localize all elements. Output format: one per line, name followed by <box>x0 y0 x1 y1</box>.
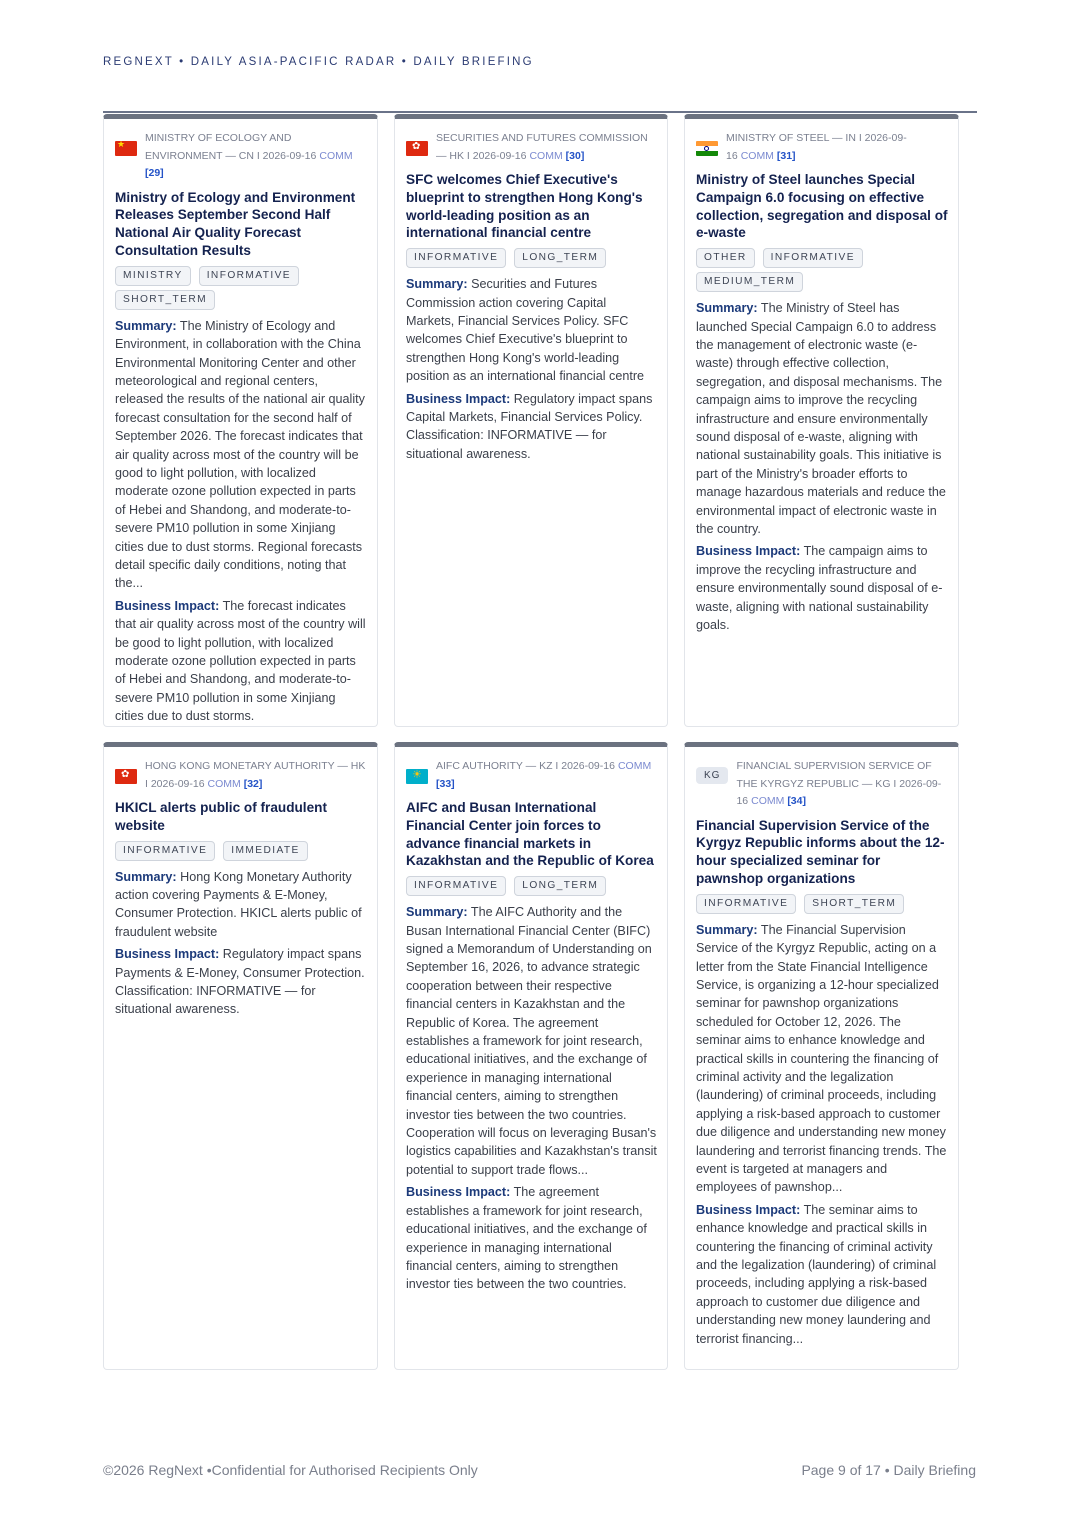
impact-label: Business Impact: <box>406 391 511 406</box>
impact-label: Business Impact: <box>115 947 220 962</box>
summary <box>696 299 948 538</box>
impact-text: Regulatory impact spans Payments & E-Money, Consumer Protection. Classification: INFORMATIVE — for situational awareness. <box>115 947 365 1017</box>
hk-flag-icon <box>115 769 137 784</box>
briefing-card <box>103 114 378 727</box>
comm-label: COMM <box>617 760 652 772</box>
summary-label: Summary: <box>696 922 758 937</box>
impact-text: The forecast indicates that air quality across most of the country will be good to light pollution, with localized moderate ozone pollution expected in parts of Hebei and Shandong, and moderate-to-severe PM10 pollution in some Xinjiang cities due to dust storms. <box>115 598 366 724</box>
impact-label: Business Impact: <box>696 1202 801 1217</box>
business-impact <box>406 390 657 464</box>
tag-badge: LONG_TERM <box>514 876 606 896</box>
country-code-badge: KG <box>696 767 728 784</box>
briefing-card <box>394 742 668 1370</box>
summary-text: The Ministry of Steel has launched Special Campaign 6.0 to address the management of electronic waste (e-waste) through effective collection, segregation, and disposal mechanisms. The campaign aims to improve the recycling infrastructure and ensure environmentally sound disposal of e-waste, aligning with national sustainability goals. This initiative is part of the Ministry's broader efforts to manage hazardous materials and reduce the environmental impact of electronic waste in the country. <box>696 301 946 537</box>
briefing-card <box>684 742 959 1370</box>
briefing-card <box>103 742 378 1370</box>
reference-link[interactable]: [33] <box>436 777 455 790</box>
card-meta <box>115 758 367 793</box>
impact-text: The campaign aims to improve the recycling infrastructure and ensure environmentally sound disposal of e-waste, aligning with national sustainability goals. <box>696 544 943 633</box>
tag-badge: SHORT_TERM <box>804 894 904 914</box>
business-impact <box>696 1201 948 1348</box>
comm-label: COMM <box>529 149 563 162</box>
tag-badge: SHORT_TERM <box>115 290 215 310</box>
source-line: MINISTRY OF STEEL — IN I 2026-09-16 <box>726 132 907 162</box>
tag-badge: INFORMATIVE <box>696 894 796 914</box>
tag-list <box>406 248 657 268</box>
tag-badge: INFORMATIVE <box>199 266 299 286</box>
impact-label: Business Impact: <box>406 1185 511 1200</box>
summary-label: Summary: <box>406 905 468 920</box>
card-title: HKICL alerts public of fraudulent website <box>115 800 327 833</box>
source-line: AIFC AUTHORITY — KZ I 2026-09-16 <box>436 760 615 772</box>
tag-list <box>696 248 948 292</box>
summary-text: Hong Kong Monetary Authority action covering Payments & E-Money, Consumer Protection. HKICL alerts public of fraudulent website <box>115 869 362 939</box>
tag-badge: INFORMATIVE <box>406 248 506 268</box>
summary <box>696 921 948 1197</box>
in-flag-icon <box>696 141 718 156</box>
footer-right: Page 9 of 17 • Daily Briefing <box>801 1462 976 1478</box>
source-line: SECURITIES AND FUTURES COMMISSION — HK I 2026-09-16 <box>436 132 648 162</box>
card-meta <box>696 758 948 811</box>
summary <box>406 903 657 1179</box>
briefing-card <box>684 114 959 727</box>
card-title: SFC welcomes Chief Executive's blueprint to strengthen Hong Kong's world-leading position as an international financial centre <box>406 172 643 241</box>
tag-badge: OTHER <box>696 248 755 268</box>
source-line: MINISTRY OF ECOLOGY AND ENVIRONMENT — CN I 2026-09-16 <box>145 132 317 162</box>
reference-link[interactable]: [29] <box>145 167 164 179</box>
summary <box>115 317 367 593</box>
kz-flag-icon <box>406 769 428 784</box>
reference-link[interactable]: [32] <box>243 777 263 790</box>
comm-label: COMM <box>319 149 353 162</box>
impact-text: Regulatory impact spans Capital Markets, Financial Services Policy. Classification: INFORMATIVE — for situational awareness. <box>406 391 653 461</box>
source-line: HONG KONG MONETARY AUTHORITY — HK I 2026-09-16 <box>145 760 366 790</box>
comm-label: COMM <box>207 777 241 790</box>
summary-text: Securities and Futures Commission action covering Capital Markets, Financial Services Policy. SFC welcomes Chief Executive's blueprint to strengthen Hong Kong's world-leading position as an international financial centre <box>406 277 645 384</box>
tag-badge: MEDIUM_TERM <box>696 272 803 292</box>
business-impact <box>115 597 367 726</box>
business-impact <box>696 542 948 634</box>
tag-list <box>406 876 657 896</box>
impact-text: The seminar aims to enhance knowledge and practical skills in countering the financing of criminal activity and the legalization (laundering) of criminal proceeds, including applying a risk-based approach to customer due diligence and understanding new money laundering and terrorist financing... <box>696 1202 937 1346</box>
tag-badge: MINISTRY <box>115 266 191 286</box>
tag-badge: IMMEDIATE <box>223 841 307 861</box>
business-impact <box>406 1183 657 1293</box>
tag-badge: INFORMATIVE <box>406 876 506 896</box>
tag-badge: LONG_TERM <box>514 248 606 268</box>
tag-list <box>115 266 367 310</box>
impact-text: The agreement establishes a framework for joint research, educational initiatives, and the exchange of experience in managing international financial centers, aiming to strengthen investor ties between the two countries. <box>406 1185 647 1292</box>
card-meta <box>406 130 657 165</box>
summary-label: Summary: <box>115 318 177 333</box>
tag-badge: INFORMATIVE <box>763 248 863 268</box>
card-meta <box>406 758 657 793</box>
summary-text: The AIFC Authority and the Busan International Financial Center (BIFC) signed a Memorandum of Understanding on September 16, 2026, to advance strategic cooperation between their respective financial centers in Kazakhstan and the Republic of Korea. The agreement establishes a framework for joint research, educational initiatives, and the exchange of experience in managing international financial centers, aiming to strengthen investor ties between the two countries. Cooperation will focus on leveraging Busan's logistics capabilities and Kazakhstan's transit potential to support trade flows... <box>406 905 657 1177</box>
summary <box>406 275 657 385</box>
impact-label: Business Impact: <box>115 598 220 613</box>
source-line: FINANCIAL SUPERVISION SERVICE OF THE KYRGYZ REPUBLIC — KG I 2026-09-16 <box>736 760 942 807</box>
summary-text: The Ministry of Ecology and Environment, in collaboration with the China Environmental Monitoring Center and other meteorological and regional centers, released the results of the national air quality forecast consultation for the second half of September 2026. The forecast indicates that air quality across most of the country will be good to light pollution, with localized moderate ozone pollution expected in parts of Hebei and Shandong, and moderate-to-severe PM10 pollution in some Xinjiang cities due to dust storms. Regional forecasts detail specific daily conditions, noting that the... <box>115 318 365 591</box>
summary-label: Summary: <box>696 301 758 316</box>
tag-list <box>696 894 948 914</box>
card-title: Financial Supervision Service of the Kyrgyz Republic informs about the 12-hour specialized seminar for pawnshop organizations <box>696 817 945 886</box>
hk-flag-icon <box>406 141 428 156</box>
comm-label: COMM <box>751 795 785 807</box>
summary <box>115 868 367 942</box>
report-header: REGNEXT • DAILY ASIA-PACIFIC RADAR • DAILY BRIEFING <box>103 56 534 68</box>
summary-label: Summary: <box>406 277 468 292</box>
tag-list <box>115 841 367 861</box>
tag-badge: INFORMATIVE <box>115 841 215 861</box>
card-title: AIFC and Busan International Financial Center join forces to advance financial markets in Kazakhstan and the Republic of Korea <box>406 800 654 869</box>
footer-left: ©2026 RegNext •Confidential for Authorised Recipients Only <box>103 1462 478 1478</box>
reference-link[interactable]: [34] <box>787 795 806 807</box>
comm-label: COMM <box>740 149 774 162</box>
header-divider <box>103 111 977 113</box>
cn-flag-icon <box>115 141 137 156</box>
reference-link[interactable]: [31] <box>776 149 796 162</box>
card-meta <box>696 130 948 165</box>
briefing-card <box>394 114 668 727</box>
card-meta <box>115 130 367 183</box>
business-impact <box>115 945 367 1019</box>
impact-label: Business Impact: <box>696 544 801 559</box>
card-title: Ministry of Steel launches Special Campaign 6.0 focusing on effective collection, segregation and disposal of e-waste <box>696 172 948 241</box>
summary-text: The Financial Supervision Service of the Kyrgyz Republic, acting on a letter from the State Financial Intelligence Service, is organizing a 12-hour specialized seminar for pawnshop organizations scheduled for October 12, 2026. The seminar aims to enhance knowledge and practical skills in countering the financing of criminal activity and the legalization (laundering) of criminal proceeds, including applying a risk-based approach to customer due diligence and understanding new money laundering and terrorist financing trends. The event is targeted at managers and employees of pawnshop... <box>696 922 947 1195</box>
card-title: Ministry of Ecology and Environment Releases September Second Half National Air Quality Forecast Consultation Results <box>115 189 356 258</box>
summary-label: Summary: <box>115 869 177 884</box>
reference-link[interactable]: [30] <box>565 149 585 162</box>
